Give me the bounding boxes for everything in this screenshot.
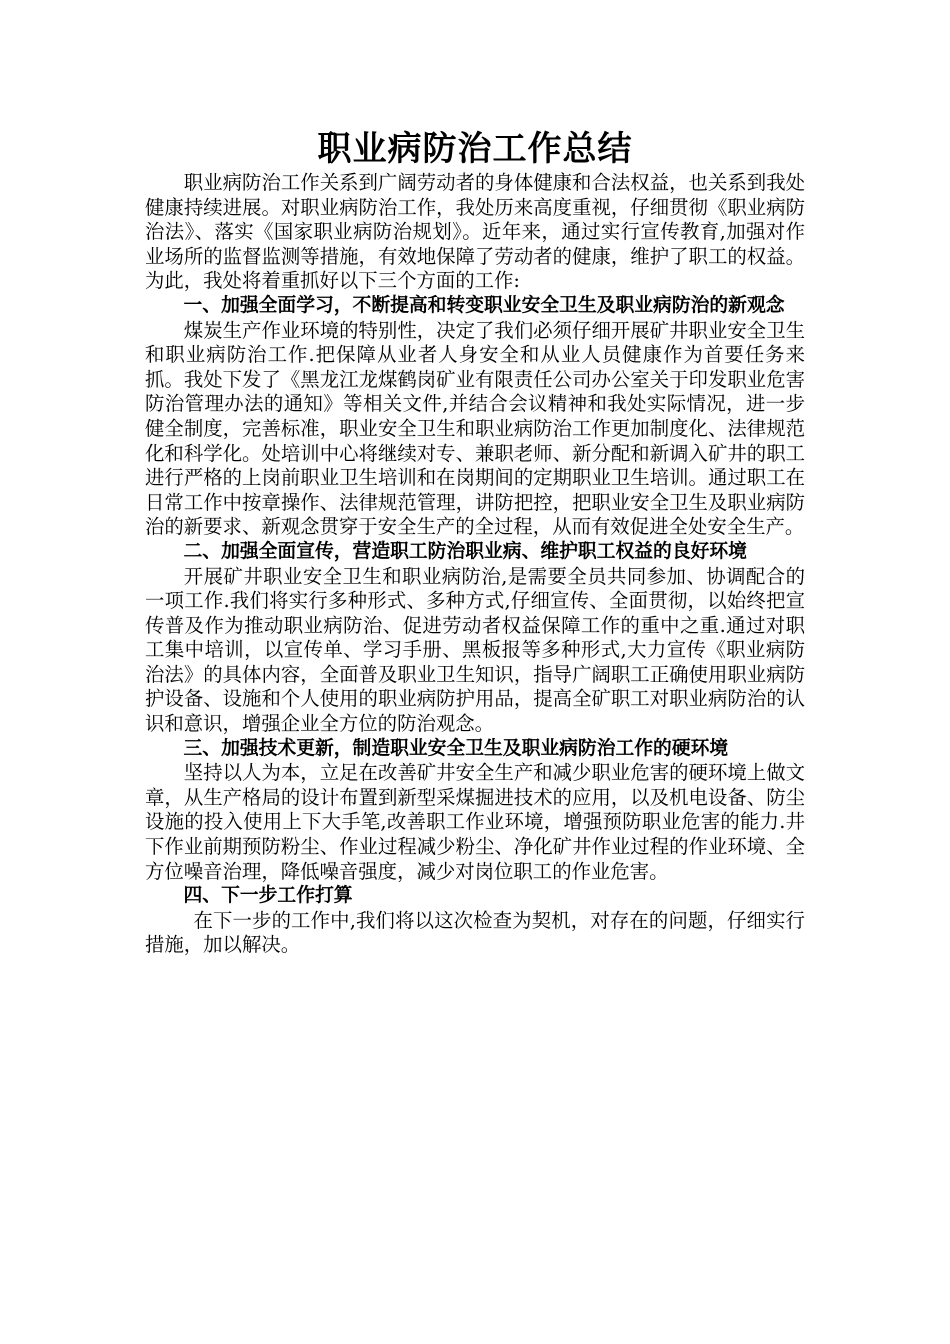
section-heading-4: 四、下一步工作打算 (183, 885, 353, 907)
section-body-1: 煤炭生产作业环境的特别性，决定了我们必须仔细开展矿井职业安全卫生和职业病防治工作.把保障从业者人身安全和从业人员健康作为首要任务来抓。我处下发了《黑龙江龙煤鹤岗矿业有限责任公司办公室关于印发职业危害防治管理办法的通知》等相关文件,并结合会议精神和我处实际情况，进一步健全制度，完善标准，职业安全卫生和职业病防治工作更加制度化、法律规范化和科学化。处培训中心将继续对专、兼职老师、新分配和新调入矿井的职工进行严格的上岗前职业卫生培训和在岗期间的定期职业卫生培训。通过职工在日常工作中按章操作、法律规范管理，讲防把控，把职业安全卫生及职业病防治的新要求、新观念贯穿于安全生产的全过程，从而有效促进全处安全生产。 (145, 318, 805, 539)
section-body-3: 坚持以人为本，立足在改善矿井安全生产和减少职业危害的硬环境上做文章，从生产格局的设计布置到新型采煤掘进技术的应用，以及机电设备、防尘设施的投入使用上下大手笔,改善职工作业环境，增强预防职业危害的能力.井下作业前期预防粉尘、作业过程减少粉尘、净化矿井作业过程的作业环境、全方位噪音治理，降低噪音强度，减少对岗位职工的作业危害。 (145, 761, 805, 883)
intro-paragraph: 职业病防治工作关系到广阔劳动者的身体健康和合法权益，也关系到我处健康持续进展。对职业病防治工作，我处历来高度重视，仔细贯彻《职业病防治法》、落实《国家职业病防治规划》。近年来，通过实行宣传教育,加强对作业场所的监督监测等措施，有效地保障了劳动者的健康，维护了职工的权益。为此，我处将着重抓好以下三个方面的工作: (145, 171, 805, 293)
section-heading-3: 三、加强技术更新，制造职业安全卫生及职业病防治工作的硬环境 (183, 737, 729, 759)
document-page (145, 128, 805, 958)
section-heading-1: 一、加强全面学习，不断提高和转变职业安全卫生及职业病防治的新观念 (183, 294, 785, 316)
section-body-4: 在下一步的工作中,我们将以这次检查为契机，对存在的问题，仔细实行措施，加以解决。 (145, 908, 805, 957)
document-title: 职业病防治工作总结 (317, 129, 633, 169)
section-heading-2: 二、加强全面宣传，营造职工防治职业病、维护职工权益的良好环境 (183, 540, 747, 562)
section-body-2: 开展矿井职业安全卫生和职业病防治,是需要全员共同参加、协调配合的一项工作.我们将实行多种形式、多种方式,仔细宣传、全面贯彻，以始终把宣传普及作为推动职业病防治、促进劳动者权益保障工作的重中之重.通过对职工集中培训，以宣传单、学习手册、黑板报等多种形式,大力宣传《职业病防治法》的具体内容，全面普及职业卫生知识，指导广阔职工正确使用职业病防护设备、设施和个人使用的职业病防护用品，提高全矿职工对职业病防治的认识和意识，增强企业全方位的防治观念。 (145, 564, 805, 736)
